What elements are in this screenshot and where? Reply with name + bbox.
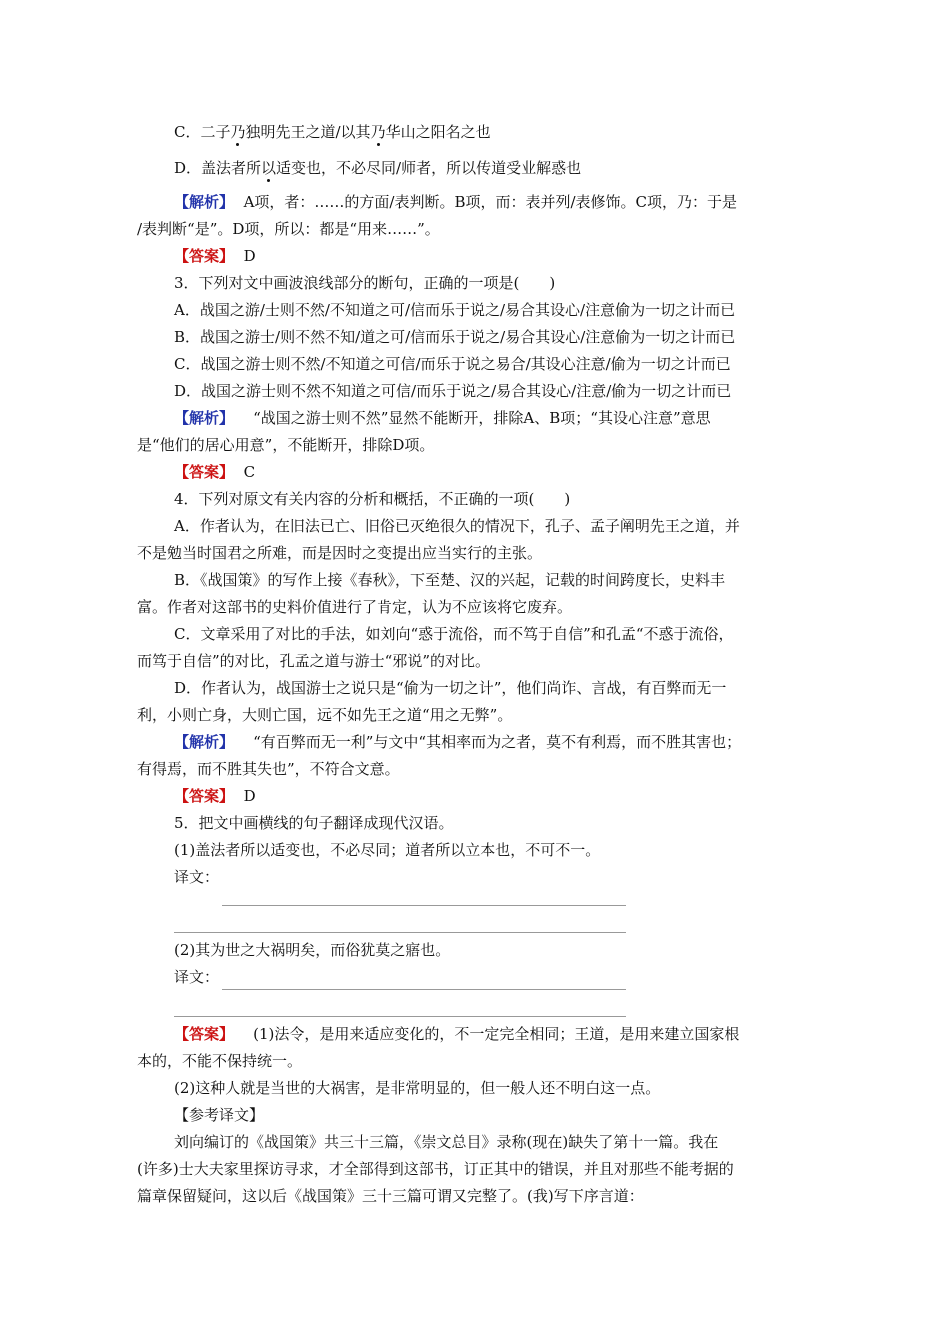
q2-option-c [174, 122, 491, 142]
emphasis-char: 乃 [230, 123, 246, 141]
reference-line: (许多)士大夫家里探访寻求，才全部得到这部书，订正其中的错误，并且对那些不能考据的 [137, 1160, 734, 1178]
q5-answer-cont: 本的，不能不保持统一。 [137, 1052, 303, 1070]
reference-title: 【参考译文】 [174, 1106, 265, 1124]
answer-value: D [243, 247, 256, 265]
q5-stem: 5．把文中画横线的句子翻译成现代汉语。 [174, 814, 454, 832]
q5-answer-2: (2)这种人就是当世的大祸害，是非常明显的，但一般人还不明白这一点。 [174, 1079, 661, 1097]
answer-line[interactable] [222, 989, 626, 990]
q3-option-b: B．战国之游士/则不然不知/道之可/信而乐于说之/易合其设心/注意偷为一切之计而已 [174, 328, 736, 346]
emphasis-char: 以 [261, 159, 277, 177]
q3-stem: 3．下列对文中画波浪线部分的断句，正确的一项是( ) [174, 274, 556, 292]
answer-tag: 【答案】 [174, 463, 235, 481]
q4-option-a: A．作者认为，在旧法已亡、旧俗已灭绝很久的情况下，孔子、孟子阐明先王之道，并 [174, 517, 740, 535]
answer-line[interactable] [174, 1016, 626, 1017]
reference-line: 篇章保留疑问，这以后《战国策》三十三篇可谓又完整了。(我)写下序言道： [137, 1187, 644, 1205]
translation-label: 译文： [174, 868, 220, 886]
analysis-text: A项，者：……的方面/表判断。B项，而：表并列/表修饰。C项，乃：于是 [243, 193, 738, 211]
analysis-text: “有百弊而无一利”与文中“其相率而为之者，莫不有利焉，而不胜其害也； [253, 733, 742, 751]
emphasis-char: 乃 [370, 123, 386, 141]
reference-line: 刘向编订的《战国策》共三十三篇，《崇文总目》录称(现在)缺失了第十一篇。我在 [174, 1133, 719, 1151]
analysis-tag: 【解析】 [174, 733, 235, 751]
q4-answer [174, 786, 256, 806]
q2-analysis [174, 192, 737, 212]
q4-option-c: C．文章采用了对比的手法，如刘向“惑于流俗，而不笃于自信”和孔孟“不惑于流俗， [174, 625, 734, 643]
q4-option-d-cont: 利，小则亡身，大则亡国，远不如先王之道“用之无弊”。 [137, 706, 513, 724]
translation-label: 译文： [174, 968, 220, 986]
answer-line[interactable] [222, 905, 626, 906]
q3-option-d: D．战国之游士则不然不知道之可信/而乐于说之/易合其设心/注意/偷为一切之计而已 [174, 382, 732, 400]
q2-option-d [174, 158, 581, 178]
q3-analysis [174, 408, 711, 428]
answer-value: C [243, 463, 256, 481]
q4-analysis [174, 732, 741, 752]
q2-option-c-text: C．二子 [174, 123, 231, 141]
q3-option-a: A．战国之游/士则不然/不知道之可/信而乐于说之/易合其设心/注意偷为一切之计而已 [174, 301, 736, 319]
q2-analysis-cont: /表判断“是”。D项，所以：都是“用来……”。 [137, 220, 440, 238]
answer-tag: 【答案】 [174, 1025, 235, 1043]
answer-value: D [243, 787, 256, 805]
q4-option-a-cont: 不是勉当时国君之所难，而是因时之变提出应当实行的主张。 [137, 544, 543, 562]
q4-option-c-cont: 而笃于自信”的对比，孔孟之道与游士“邪说”的对比。 [137, 652, 491, 670]
q2-option-d-text: 适变也，不必尽同/师者，所以传道受业解惑也 [276, 159, 582, 177]
q3-answer [174, 462, 255, 482]
analysis-tag: 【解析】 [174, 409, 235, 427]
q4-analysis-cont: 有得焉，而不胜其失也”，不符合文意。 [137, 760, 400, 778]
q5-sentence-2: (2)其为世之大祸明矣，而俗犹莫之寤也。 [174, 941, 451, 959]
q5-sentence-1: (1)盖法者所以适变也，不必尽同；道者所以立本也，不可不一。 [174, 841, 601, 859]
q2-option-d-text: D．盖法者所 [174, 159, 262, 177]
q4-stem: 4．下列对原文有关内容的分析和概括，不正确的一项( ) [174, 490, 571, 508]
q4-option-d: D．作者认为，战国游士之说只是“偷为一切之计”，他们尚诈、言战，有百弊而无一 [174, 679, 727, 697]
q4-option-b-cont: 富。作者对这部书的史料价值进行了肯定，认为不应该将它废弃。 [137, 598, 573, 616]
answer-text: (1)法令，是用来适应变化的，不一定完全相同；王道，是用来建立国家根 [253, 1025, 740, 1043]
q3-option-c: C．战国之游士则不然/不知道之可信/而乐于说之易合/其设心注意/偷为一切之计而已 [174, 355, 731, 373]
q2-answer [174, 246, 256, 266]
answer-tag: 【答案】 [174, 787, 235, 805]
answer-tag: 【答案】 [174, 247, 235, 265]
q5-answer [174, 1024, 739, 1044]
answer-line[interactable] [174, 932, 626, 933]
analysis-text: “战国之游士则不然”显然不能断开，排除A、B项；“其设心注意”意思 [253, 409, 711, 427]
q4-option-b: B．《战国策》的写作上接《春秋》，下至楚、汉的兴起，记载的时间跨度长，史料丰 [174, 571, 726, 589]
q3-analysis-cont: 是“他们的居心用意”，不能断开，排除D项。 [137, 436, 435, 454]
q2-option-c-text: 独明先王之道/以其 [245, 123, 371, 141]
analysis-tag: 【解析】 [174, 193, 235, 211]
q2-option-c-text: 华山之阳名之也 [385, 123, 491, 141]
